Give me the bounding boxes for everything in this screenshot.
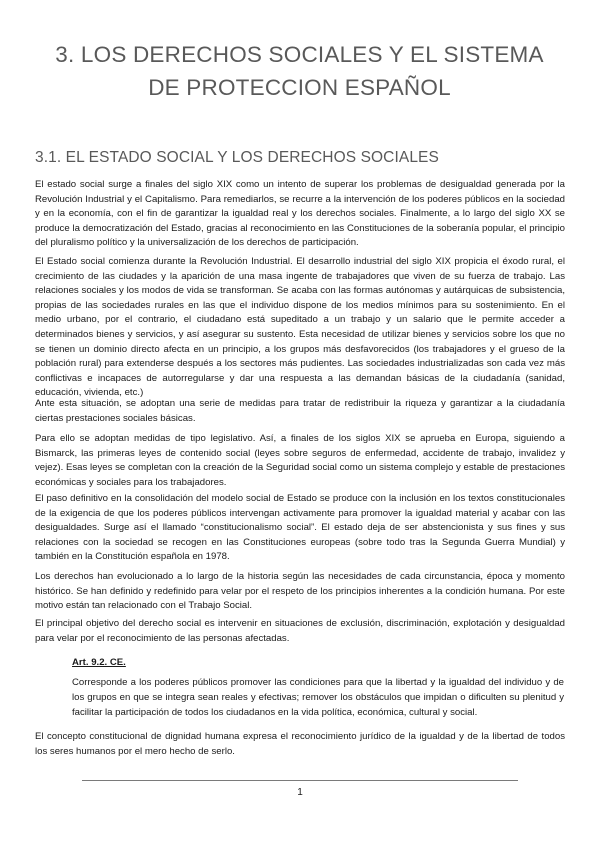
document-title: 3. LOS DERECHOS SOCIALES Y EL SISTEMA DE PROTECCION ESPAÑOL	[55, 42, 544, 100]
footer-divider	[82, 780, 518, 781]
page-number: 1	[297, 787, 303, 798]
paragraph-1: El estado social surge a finales del siglo XIX como un intento de superar los problemas de desigualdad generada por la Revolución Industrial y el Capitalismo. Para remediarlos, se recurre a la intervención de los poderes públicos en la sociedad y en la economía, con el fin de garantizar la igualdad real y los derechos sociales. Finalmente, a lo largo del siglo XX se produce la democratización del Estado, gracias al reconocimiento en las Constituciones de la soberanía popular, el principio del pluralismo político y la universalización de los derechos de participación.	[35, 179, 565, 249]
paragraph-4: Para ello se adoptan medidas de tipo legislativo. Así, a finales de los siglos XIX se aprueba en Europa, siguiendo a Bismarck, las primeras leyes de contenido social (leyes sobre seguros de enfermedad, accidente de trabajo, invalidez y vejez). Esas leyes se completan con la creación de la Seguridad social como un sistema complejo y estable de prestaciones económicas y sociales para los trabajadores.	[35, 433, 565, 488]
paragraph-6: Los derechos han evolucionado a lo largo de la historia según las necesidades de cada circunstancia, época y momento histórico. Se han definido y redefinido para velar por el respeto de los principios inherentes a la condición humana. Por este motivo están tan relacionado con el Trabajo Social.	[35, 571, 565, 612]
article-quote: Corresponde a los poderes públicos promover las condiciones para que la libertad y la igualdad del individuo y de los grupos en que se integra sean reales y efectivas; remover los obstáculos que impidan o dificulten su plenitud y facilitar la participación de todos los ciudadanos en la vida política, económica, cultural y social.	[72, 677, 564, 718]
paragraph-5: El paso definitivo en la consolidación del modelo social de Estado se produce con la inclusión en los textos constitucionales de la exigencia de que los poderes públicos intervengan activamente para promover la igualdad material y acabar con las desigualdades. Surge así el llamado “constitucionalismo social”. El estado deja de ser abstencionista y sus fines y sus relaciones con la sociedad se recogen en las Constituciones europeas (sobre todo tras la Segunda Guerra Mundial) y también en la Constitución española en 1978.	[35, 493, 565, 563]
paragraph-3: Ante esta situación, se adoptan una serie de medidas para tratar de redistribuir la riqueza y garantizar a la ciudadanía ciertas prestaciones sociales básicas.	[35, 398, 565, 424]
paragraph-2: El Estado social comienza durante la Revolución Industrial. El desarrollo industrial del siglo XIX propicia el éxodo rural, el crecimiento de las ciudades y la aparición de una masa ingente de trabajadores que viven de su fuerza de trabajo. Las relaciones sociales y los modos de vida se transforman. Se acaba con las formas autónomas y autárquicas de subsistencia, propias de las sociedades rurales en las que el individuo dispone de los medios mínimos para su sostenimiento. En el medio urbano, por el contrario, el ciudadano está supeditado a un trabajo y un salario que le permite acceder a determinados bienes y servicios, y así asegurar su sustento. Esta necesidad de utilizar bienes y servicios sobre los que no se tienen un dominio directo afecta en un principio, a los grupos más desfavorecidos (los trabajadores y el grueso de la población rural) para extenderse después a los sectores más pudientes. Las sociedades industrializadas son cada vez más conflictivas e incapaces de autorregularse y dar una respuesta a las demandan básicas de la ciudadanía (sanidad, educación, vivienda, etc.)	[35, 256, 565, 399]
section-heading: 3.1. EL ESTADO SOCIAL Y LOS DERECHOS SOCIALES	[35, 149, 439, 166]
article-reference: Art. 9.2. CE.	[72, 657, 126, 668]
paragraph-7: El principal objetivo del derecho social es intervenir en situaciones de exclusión, discriminación, explotación y desigualdad para velar por el reconocimiento de las personas afectadas.	[35, 618, 565, 644]
closing-paragraph: El concepto constitucional de dignidad humana expresa el reconocimiento jurídico de la igualdad y de la libertad de todos los seres humanos por el mero hecho de serlo.	[35, 731, 565, 757]
